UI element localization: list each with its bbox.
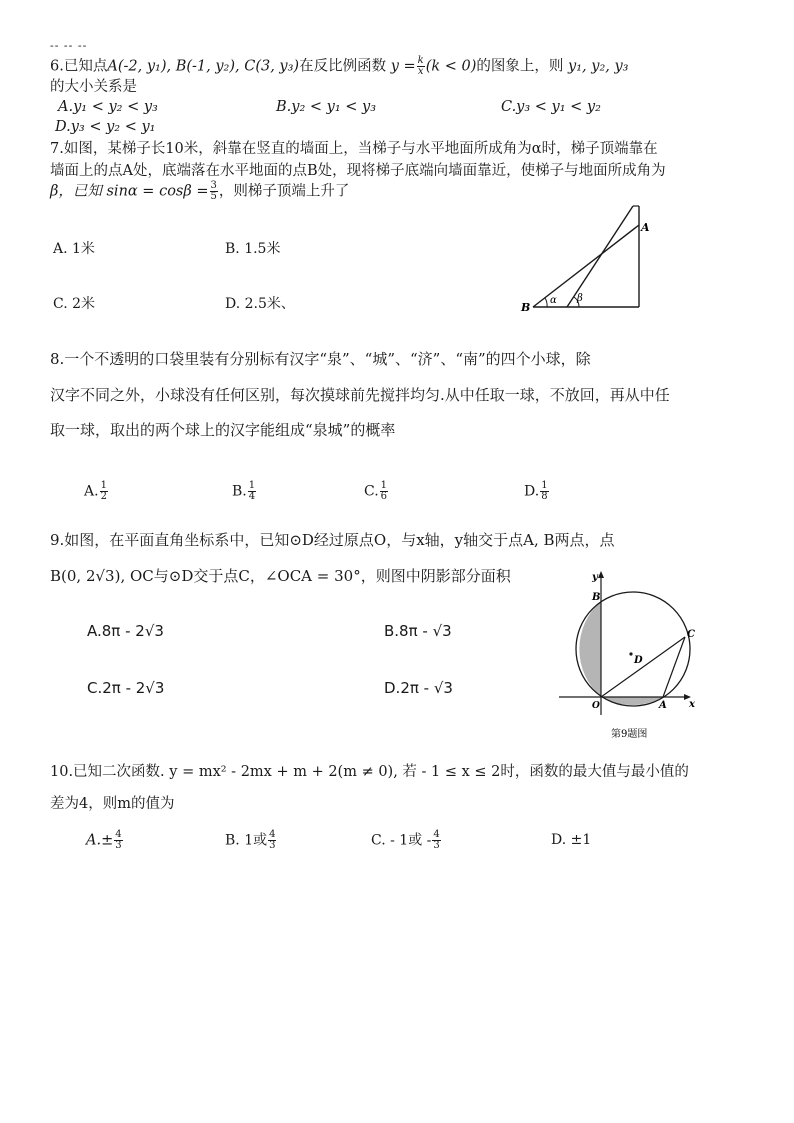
q8-line3: 取一球，取出的两个球上的汉字能组成“泉城”的概率 [50,421,396,439]
q8-line1: 8.一个不透明的口袋里装有分别标有汉字“泉”、“城”、“济”、“南”的四个小球，除 [50,350,591,368]
q6-points: A(-2, y₁), B(-1, y₂), C(3, y₃) [107,58,300,75]
q9-option-c: C.2π - 2√3 [87,679,165,697]
top-marks: -- -- -- [50,39,88,52]
q6-func-lhs: y = [390,58,416,75]
q7-line3-suffix: ，则梯子顶端上升了 [218,183,350,200]
ladder-position-1 [533,225,639,307]
q7-line3-prefix: β，已知 sinα = cosβ = [50,183,209,200]
q8-option-d: D. $\frac{1}{8}$ [524,480,548,502]
q10-option-a: A.± $\frac{4}{3}$ [86,829,122,851]
q6-func-num: k [417,55,424,66]
q10-c-frac: $\frac{4}{3}$ [433,829,440,851]
q10-line2: 差为4，则m的值为 [50,796,175,812]
q7-option-d: D. 2.5米、 [225,296,295,312]
fig9-label-y: y [592,572,598,583]
y-axis-arrow [598,571,604,578]
fig9-label-o: O [592,701,600,711]
q8-line2: 汉字不同之外，小球没有任何区别，每次摸球前先搅拌均匀.从中任取一球，不放回，再从中任 [50,386,670,404]
fig9-label-d: D [634,655,643,666]
q8-option-a: A. $\frac{1}{2}$ [84,480,107,502]
q9-option-a: A.8π - 2√3 [87,622,164,640]
q7-ladder-figure [515,200,650,316]
q10-option-b: B. 1或 $\frac{4}{3}$ [225,829,276,851]
q6-option-b: B.y₂ < y₁ < y₃ [276,99,377,115]
shaded-left-segment [579,601,601,697]
fig7-label-a: A [641,221,650,234]
q8-option-b: B. $\frac{1}{4}$ [232,480,256,502]
q9-option-d: D.2π - √3 [384,679,453,697]
q6-option-c: C.y₃ < y₁ < y₂ [501,99,601,115]
q9-line2: B(0, 2√3), OC与⊙D交于点C，∠OCA = 30°，则图中阴影部分面积 [50,567,511,585]
q9-line1: 9.如图，在平面直角坐标系中，已知⊙D经过原点O，与x轴，y轴交于点A, B两点，点 [50,531,615,549]
alpha-arc [545,298,547,307]
q6-suffix: 的图象上，则 [476,58,564,75]
q6-line2: 的大小关系是 [50,79,137,95]
q8-c-frac: $\frac{1}{6}$ [380,480,388,502]
q9-option-b: B.8π - √3 [384,622,452,640]
q6-prefix: 6.已知点 [50,58,108,75]
q7-line2: 墙面上的点A处，底端落在水平地面的点B处，现将梯子底端向墙面靠近，使梯子与地面所成角为 [50,163,666,179]
q7-frac-num: 3 [210,180,217,191]
q8-b-frac: $\frac{1}{4}$ [248,480,256,502]
fig7-label-b: B [521,301,531,314]
fig7-label-alpha: α [550,295,557,306]
fig9-label-b: B [592,592,601,603]
q6-option-a: A.y₁ < y₂ < y₃ [58,99,158,115]
q6-option-d: D.y₃ < y₂ < y₁ [55,119,156,135]
ladder-position-2 [567,206,633,307]
q7-line1: 7.如图，某梯子长10米，斜靠在竖直的墙面上，当梯子与水平地面所成角为α时，梯子顶端靠在 [50,141,658,157]
fig9-caption: 第9题图 [611,729,648,740]
q6-line1 [50,56,628,77]
q7-fraction [210,181,218,202]
q7-option-b: B. 1.5米 [225,241,281,257]
q8-option-c: C. $\frac{1}{6}$ [364,480,388,502]
q10-b-frac: $\frac{4}{3}$ [269,829,276,851]
q8-d-frac: $\frac{1}{8}$ [541,480,548,502]
q7-frac-den: 5 [210,191,217,202]
center-point-d [629,652,632,655]
q6-vars: y₁, y₂, y₃ [568,58,629,75]
q7-line3 [50,181,349,202]
fig7-label-beta: β [577,293,583,304]
chord-oc [601,637,685,697]
q7-option-c: C. 2米 [53,296,96,312]
fig9-label-x: x [689,699,695,710]
q10-line1: 10.已知二次函数. y = mx² - 2mx + m + 2(m ≠ 0), 若 - 1 ≤ x ≤ 2时，函数的最大值与最小值的 [50,764,689,780]
q7-option-a: A. 1米 [53,241,95,257]
q8-a-frac: $\frac{1}{2}$ [100,480,107,502]
q6-func-fraction [417,56,425,77]
q10-option-c: C. - 1或 - $\frac{4}{3}$ [371,829,440,851]
q6-func-cond: (k < 0) [425,58,477,75]
q6-func-den: x [417,66,424,77]
q10-a-frac: $\frac{4}{3}$ [115,829,122,851]
q6-mid: 在反比例函数 [299,58,387,75]
fig9-label-a: A [659,700,667,711]
q10-option-d: D. ±1 [551,832,592,848]
fig9-label-c: C [687,629,695,640]
q9-circle-figure [555,565,705,745]
